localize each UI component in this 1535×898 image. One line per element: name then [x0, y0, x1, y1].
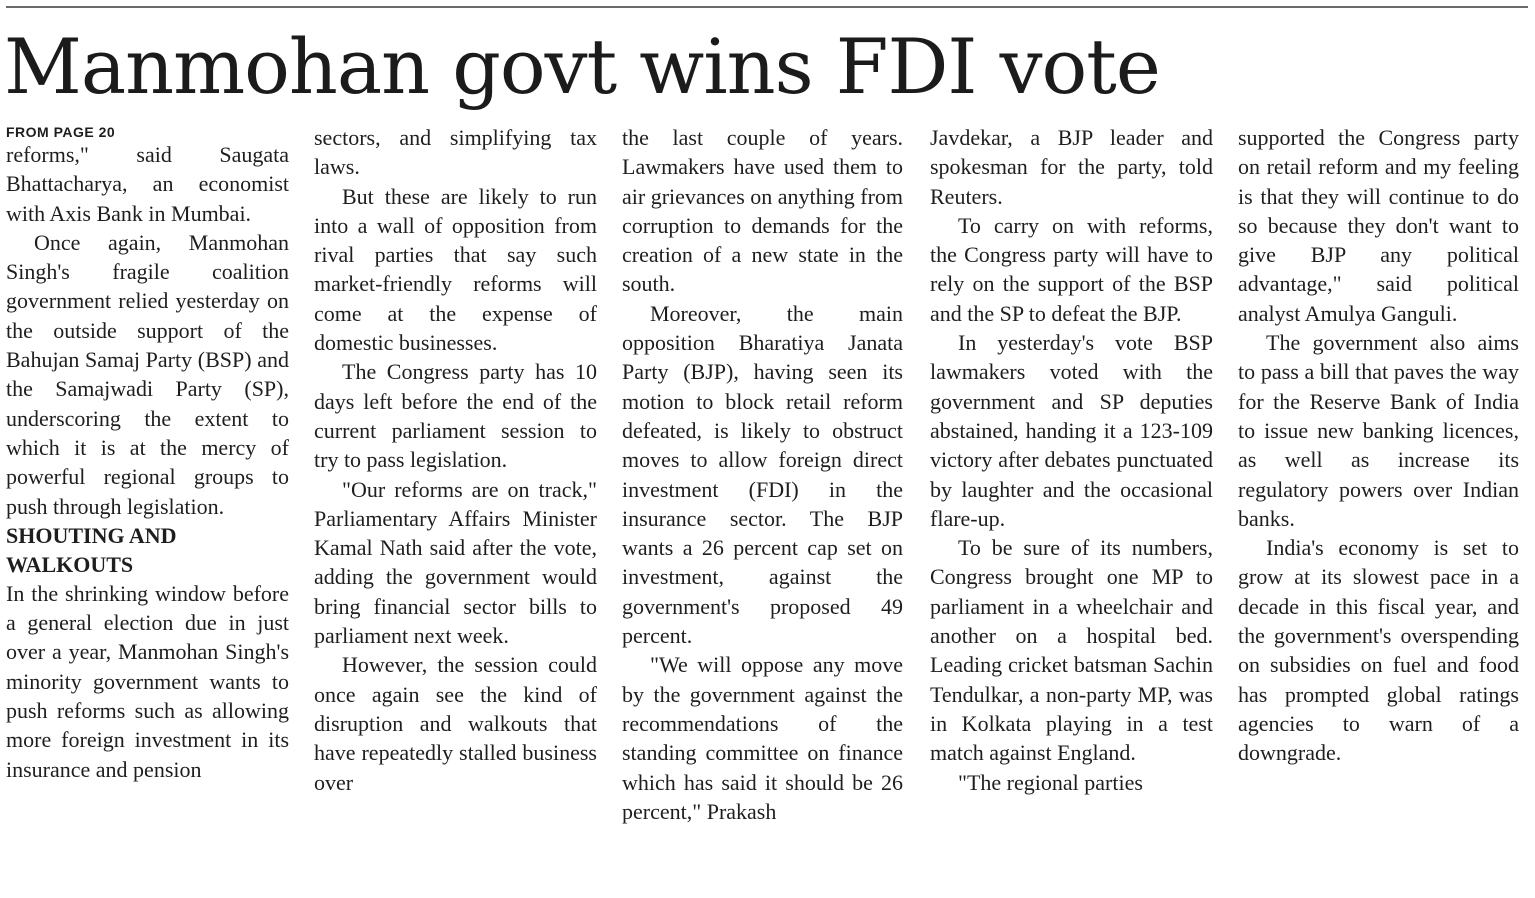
article-column-5: [1238, 123, 1519, 897]
paragraph: reforms," said Saugata Bhattacharya, an economist with Axis Bank in Mumbai.: [6, 142, 289, 226]
article-column-2: [314, 123, 597, 897]
section-subhead: SHOUTING AND WALKOUTS: [6, 522, 177, 577]
paragraph: The Congress party has 10 days left before the end of the current parliament session to try to pass legislation.: [314, 359, 597, 473]
paragraph: Javdekar, a BJP leader and spokesman for the party, told Reuters.: [930, 125, 1213, 209]
paragraph: sectors, and simplifying tax laws.: [314, 125, 597, 180]
continuation-kicker: FROM PAGE 20: [6, 124, 116, 140]
article-column-1: [6, 124, 289, 898]
paragraph: However, the session could once again see the kind of disruption and walkouts that have repeatedly stalled business over: [314, 652, 597, 795]
paragraph: India's economy is set to grow at its slowest pace in a decade in this fiscal year, and the government's overspending on subsidies on fuel and food has prompted global ratings agencies to warn of a downgrade.: [1238, 535, 1519, 766]
paragraph: In yesterday's vote BSP lawmakers voted with the government and SP deputies abstained, handing it a 123-109 victory after debates punctuated by laughter and the occasional flare-up.: [930, 330, 1213, 531]
paragraph: "Our reforms are on track," Parliamentary Affairs Minister Kamal Nath said after the vote, adding the government would bring financial sector bills to parliament next week.: [314, 476, 597, 649]
paragraph: "The regional parties: [958, 769, 1143, 795]
paragraph: To carry on with reforms, the Congress party will have to rely on the support of the BSP and the SP to defeat the BJP.: [930, 212, 1213, 326]
paragraph: supported the Congress party on retail reform and my feeling is that they will continue to do so because they don't want to give BJP any political advantage," said political analyst Amulya Ganguli.: [1238, 125, 1519, 326]
paragraph: Moreover, the main opposition Bharatiya Janata Party (BJP), having seen its motion to block retail reform defeated, is likely to obstruct moves to allow foreign direct investment (FDI) in the insurance sector. The BJP wants a 26 percent cap set on investment, against the government's proposed 49 percent.: [622, 300, 903, 649]
paragraph: In the shrinking window before a general election due in just over a year, Manmohan Singh's minority government wants to push reforms such as allowing more foreign investment in its insurance and pension: [6, 580, 289, 782]
article-column-4: [930, 123, 1213, 897]
paragraph: Once again, Manmohan Singh's fragile coalition government relied yesterday on the outside support of the Bahujan Samaj Party (BSP) and the Samajwadi Party (SP), underscoring the extent to which it is at the mercy of powerful regional groups to push through legislation.: [6, 229, 289, 519]
paragraph: "We will oppose any move by the government against the recommendations of the standing committee on finance which has said it should be 26 percent," Prakash: [622, 652, 903, 824]
article-column-3: [622, 123, 903, 897]
top-rule: [6, 6, 1528, 8]
paragraph: The government also aims to pass a bill that paves the way for the Reserve Bank of India to issue new banking licences, as well as increase its regulatory powers over Indian banks.: [1238, 330, 1519, 531]
paragraph: But these are likely to run into a wall of opposition from rival parties that say such market-friendly reforms will come at the expense of domestic businesses.: [314, 183, 597, 356]
headline: Manmohan govt wins FDI vote: [4, 22, 1160, 111]
paragraph: To be sure of its numbers, Congress brought one MP to parliament in a wheelchair and another on a hospital bed. Leading cricket batsman Sachin Tendulkar, a non-party MP, was in Kolkata playing in a test match against England.: [930, 535, 1213, 766]
paragraph: the last couple of years. Lawmakers have used them to air grievances on anything from corruption to demands for the creation of a new state in the south.: [622, 125, 903, 297]
